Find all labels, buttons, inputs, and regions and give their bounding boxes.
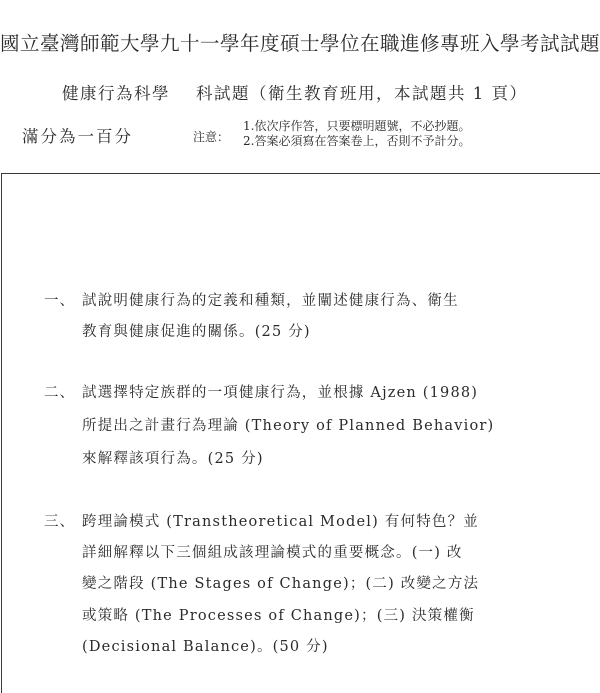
question-3-line: 變之階段 (The Stages of Change)；(二) 改變之方法 — [82, 576, 480, 592]
question-2-line: 試選擇特定族群的一項健康行為，並根據 Ajzen (1988) — [82, 385, 479, 401]
notice-label: 注意： — [193, 130, 230, 144]
question-1-line: 教育與健康促進的關係。(25 分) — [82, 324, 311, 340]
question-3-line: 跨理論模式 (Transtheoretical Model) 有何特色？並 — [82, 514, 480, 530]
exam-subtitle — [62, 80, 528, 104]
question-3-line: 或策略 (The Processes of Change)；(三) 決策權衡 — [82, 608, 475, 624]
question-2-line: 所提出之計畫行為理論 (Theory of Planned Behavior) — [82, 418, 495, 434]
question-3-line: 詳細解釋以下三個組成該理論模式的重要概念。(一) 改 — [82, 545, 463, 561]
question-2-number: 二、 — [44, 385, 75, 401]
exam-title: 國立臺灣師範大學九十一學年度碩士學位在職進修專班入學考試試題 — [0, 32, 600, 55]
question-2-line: 來解釋該項行為。(25 分) — [82, 451, 264, 467]
paper-info: 科試題（衛生教育班用，本試題共 1 頁） — [196, 84, 528, 103]
question-1-line: 試說明健康行為的定義和種類，並闡述健康行為、衛生 — [82, 293, 459, 309]
full-score-note: 滿分為一百分 — [22, 127, 133, 146]
question-3-line: (Decisional Balance)。(50 分) — [82, 639, 329, 655]
question-1-number: 一、 — [44, 293, 75, 309]
notice-list — [243, 119, 470, 149]
question-3-number: 三、 — [44, 514, 75, 530]
notice-item: 1.依次序作答，只要標明題號，不必抄題。 — [243, 119, 471, 133]
notice-item: 2.答案必須寫在答案卷上，否則不予計分。 — [243, 134, 471, 148]
subject-name: 健康行為科學 — [62, 84, 170, 103]
